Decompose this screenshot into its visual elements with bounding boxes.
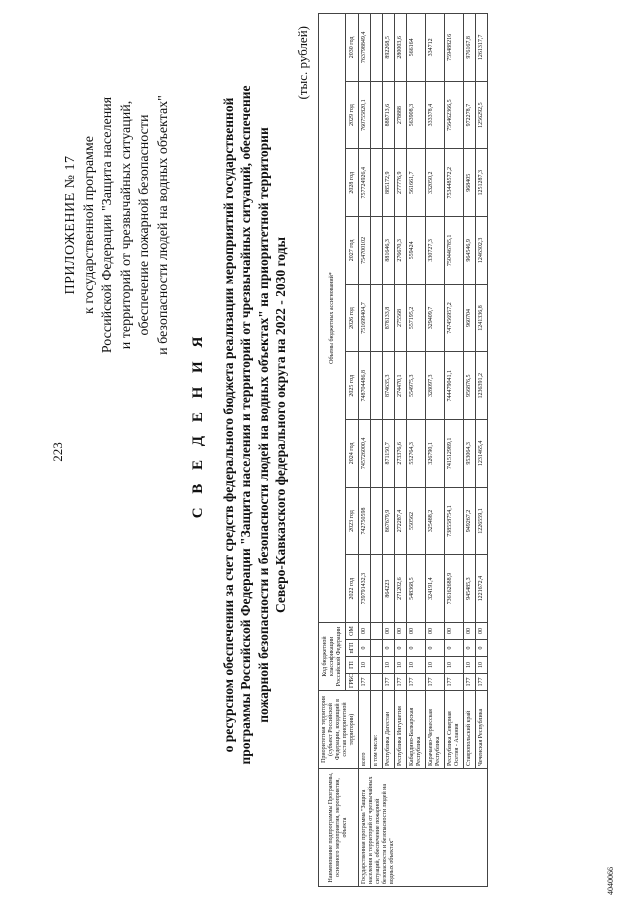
code-cell: 10	[395, 657, 407, 674]
value-cell: 330727,3	[426, 217, 445, 285]
appendix-title: ПРИЛОЖЕНИЕ № 17	[63, 155, 78, 295]
value-cell: 972278,7	[464, 81, 476, 149]
value-cell: 550562	[407, 487, 426, 555]
value-cell: 1251287,3	[476, 149, 488, 217]
value-cell: 742750598	[359, 487, 371, 555]
value-cell	[371, 352, 383, 420]
code-cell: 177	[395, 674, 407, 691]
code-cell: 10	[445, 657, 464, 674]
header-code: пГП	[346, 640, 359, 657]
header-year: 2030 год	[346, 14, 359, 82]
code-cell: 177	[476, 674, 488, 691]
value-cell: 744479041,1	[445, 352, 464, 420]
value-cell: 960704	[464, 284, 476, 352]
table-row	[395, 14, 407, 887]
units-label: (тыс. рублей)	[295, 26, 310, 100]
value-cell: 280003,6	[395, 14, 407, 82]
code-cell: 00	[359, 623, 371, 640]
territory-cell: Чеченская Республика	[476, 691, 488, 769]
code-cell	[371, 657, 383, 674]
heading-line: о ресурсном обеспечении за счет средств федерального бюджета реализации мероприятий государственной	[220, 97, 236, 753]
code-cell: 00	[383, 623, 395, 640]
value-cell: 864223	[383, 555, 395, 623]
header-code: ГРБС	[346, 674, 359, 691]
value-cell: 552764,3	[407, 420, 426, 488]
value-cell: 945485,3	[464, 555, 476, 623]
value-cell: 272287,4	[395, 487, 407, 555]
value-cell	[371, 217, 383, 285]
code-cell: 177	[464, 674, 476, 691]
code-cell: 0	[383, 640, 395, 657]
table-row	[445, 14, 464, 887]
value-cell: 756462366,5	[445, 81, 464, 149]
appendix-line: обеспечение пожарной безопасности	[137, 114, 152, 336]
header-year: 2025 год	[346, 352, 359, 420]
value-cell: 745726000,4	[359, 420, 371, 488]
value-cell: 277776,9	[395, 149, 407, 217]
value-cell: 554975,3	[407, 352, 426, 420]
header-code-group: Код бюджетной классификации Российской Федерации	[319, 623, 346, 691]
value-cell: 741512989,1	[445, 420, 464, 488]
code-cell	[371, 623, 383, 640]
value-cell: 325488,2	[426, 487, 445, 555]
value-cell: 874635,3	[383, 352, 395, 420]
document-heading	[190, 65, 290, 785]
header-year: 2026 год	[346, 284, 359, 352]
code-cell: 00	[476, 623, 488, 640]
header-program-name: Наименование подпрограммы Программы, основного мероприятия, мероприятия, объекта	[319, 769, 359, 887]
code-cell: 177	[359, 674, 371, 691]
value-cell: 334712	[426, 14, 445, 82]
code-cell: 10	[476, 657, 488, 674]
code-cell: 10	[407, 657, 426, 674]
table-row	[464, 14, 476, 887]
code-cell: 10	[464, 657, 476, 674]
value-cell: 757724926,4	[359, 149, 371, 217]
value-cell: 964546,9	[464, 217, 476, 285]
code-cell: 0	[407, 640, 426, 657]
code-cell	[371, 674, 383, 691]
value-cell: 274470,1	[395, 352, 407, 420]
appendix-line: и территорий от чрезвычайных ситуаций,	[118, 100, 134, 350]
program-name-cell: Государственная программа "Защита населения и территорий от чрезвычайных ситуаций, обеспечение пожарной безопасности и безопасности людей на водных объектах"	[359, 769, 488, 887]
code-cell: 0	[359, 640, 371, 657]
value-cell: 878133,8	[383, 284, 395, 352]
value-cell: 563908,3	[407, 81, 426, 149]
value-cell	[371, 487, 383, 555]
value-cell	[371, 284, 383, 352]
code-cell: 177	[383, 674, 395, 691]
value-cell	[371, 420, 383, 488]
value-cell: 751699404,7	[359, 284, 371, 352]
value-cell: 888713,6	[383, 81, 395, 149]
code-cell	[371, 640, 383, 657]
heading-line: пожарной безопасности и безопасности людей на водных объектах" на приоритетной территории	[255, 127, 271, 723]
code-cell: 00	[464, 623, 476, 640]
table-row	[383, 14, 395, 887]
code-cell: 177	[407, 674, 426, 691]
value-cell	[371, 14, 383, 82]
value-cell: 949267,2	[464, 487, 476, 555]
header-year: 2023 год	[346, 487, 359, 555]
value-cell: 748704486,8	[359, 352, 371, 420]
value-cell: 1226559,1	[476, 487, 488, 555]
value-cell	[371, 555, 383, 623]
value-cell	[371, 149, 383, 217]
header-year: 2027 год	[346, 217, 359, 285]
header-code: ГП	[346, 657, 359, 674]
value-cell: 326790,1	[426, 420, 445, 488]
header-territory: Приоритетная территория (субъект Российской Федерации, входящий в состав приоритетной территории)	[319, 691, 359, 769]
code-cell: 10	[426, 657, 445, 674]
code-cell: 177	[426, 674, 445, 691]
appendix-line: Российской Федерации "Защита населения	[100, 96, 115, 354]
value-cell: 548368,5	[407, 555, 426, 623]
value-cell: 328097,3	[426, 352, 445, 420]
value-cell: 271202,6	[395, 555, 407, 623]
territory-cell: Кабардино-Балкарская Республика	[407, 691, 426, 769]
value-cell: 333378,4	[426, 81, 445, 149]
value-cell: 329409,7	[426, 284, 445, 352]
value-cell: 968405	[464, 149, 476, 217]
heading-line: программы Российской Федерации "Защита населения и территорий от чрезвычайных ситуаций, обеспечение	[238, 85, 253, 765]
territory-cell: в том числе:	[371, 691, 383, 769]
value-cell: 753448572,2	[445, 149, 464, 217]
code-cell: 00	[395, 623, 407, 640]
territory-cell: Карачаево-Черкесская Республика	[426, 691, 445, 769]
heading-line: Северо-Кавказского федерального округа на 2022 - 2030 годы	[273, 236, 288, 614]
header-year: 2028 год	[346, 149, 359, 217]
value-cell: 867679,9	[383, 487, 395, 555]
header-volume-group: Объемы бюджетных ассигнований*	[319, 14, 346, 623]
value-cell: 892268,5	[383, 14, 395, 82]
document-code: 4040066	[606, 867, 615, 895]
value-cell: 1241336,8	[476, 284, 488, 352]
code-cell: 0	[395, 640, 407, 657]
appendix-block	[62, 45, 173, 405]
value-cell: 885172,9	[383, 149, 395, 217]
value-cell: 332050,2	[426, 149, 445, 217]
value-cell: 871150,7	[383, 420, 395, 488]
value-cell: 763798849,4	[359, 14, 371, 82]
value-cell: 561661,7	[407, 149, 426, 217]
value-cell: 557195,2	[407, 284, 426, 352]
value-cell	[371, 81, 383, 149]
value-cell: 1231465,4	[476, 420, 488, 488]
heading-title: С В Е Д Е Н И Я	[190, 331, 206, 519]
appendix-line: к государственной программе	[81, 136, 97, 314]
resource-table	[318, 13, 488, 887]
territory-cell: всего	[359, 691, 371, 769]
value-cell: 1221672,4	[476, 555, 488, 623]
value-cell: 1236391,2	[476, 352, 488, 420]
code-cell: 177	[445, 674, 464, 691]
value-cell: 738558754,1	[445, 487, 464, 555]
code-cell: 00	[426, 623, 445, 640]
page-number: 223	[50, 442, 65, 462]
territory-cell: Республика Дагестан	[383, 691, 395, 769]
code-cell: 0	[464, 640, 476, 657]
value-cell: 956876,5	[464, 352, 476, 420]
value-cell: 976167,8	[464, 14, 476, 82]
header-code: ОМ	[346, 623, 359, 640]
territory-cell: Республика Ингушетия	[395, 691, 407, 769]
table-row	[359, 14, 371, 887]
header-year: 2029 год	[346, 81, 359, 149]
code-cell: 00	[445, 623, 464, 640]
value-cell: 953064,3	[464, 420, 476, 488]
value-cell: 275568	[395, 284, 407, 352]
value-cell: 273376,6	[395, 420, 407, 488]
value-cell: 759488216	[445, 14, 464, 82]
header-year: 2022 год	[346, 555, 359, 623]
value-cell: 754700102	[359, 217, 371, 285]
value-cell: 278888	[395, 81, 407, 149]
territory-cell: Республика Северная Осетия - Алания	[445, 691, 464, 769]
value-cell: 276670,3	[395, 217, 407, 285]
territory-cell: Ставропольский край	[464, 691, 476, 769]
code-cell: 0	[426, 640, 445, 657]
value-cell: 736162688,9	[445, 555, 464, 623]
table-row	[371, 14, 383, 887]
value-cell: 559424	[407, 217, 426, 285]
code-cell: 10	[359, 657, 371, 674]
appendix-line: и безопасности людей на водных объектах"	[155, 95, 171, 355]
value-cell: 760755820,1	[359, 81, 371, 149]
code-cell: 0	[476, 640, 488, 657]
code-cell: 0	[445, 640, 464, 657]
header-year: 2024 год	[346, 420, 359, 488]
value-cell: 324191,4	[426, 555, 445, 623]
value-cell: 881646,3	[383, 217, 395, 285]
value-cell: 1246302,3	[476, 217, 488, 285]
table-row	[407, 14, 426, 887]
value-cell: 750446785,1	[445, 217, 464, 285]
value-cell: 566164	[407, 14, 426, 82]
value-cell: 1256292,5	[476, 81, 488, 149]
table-row	[426, 14, 445, 887]
value-cell: 1261317,7	[476, 14, 488, 82]
value-cell: 739791432,3	[359, 555, 371, 623]
table-row	[476, 14, 488, 887]
value-cell: 747456957,2	[445, 284, 464, 352]
code-cell: 00	[407, 623, 426, 640]
code-cell: 10	[383, 657, 395, 674]
